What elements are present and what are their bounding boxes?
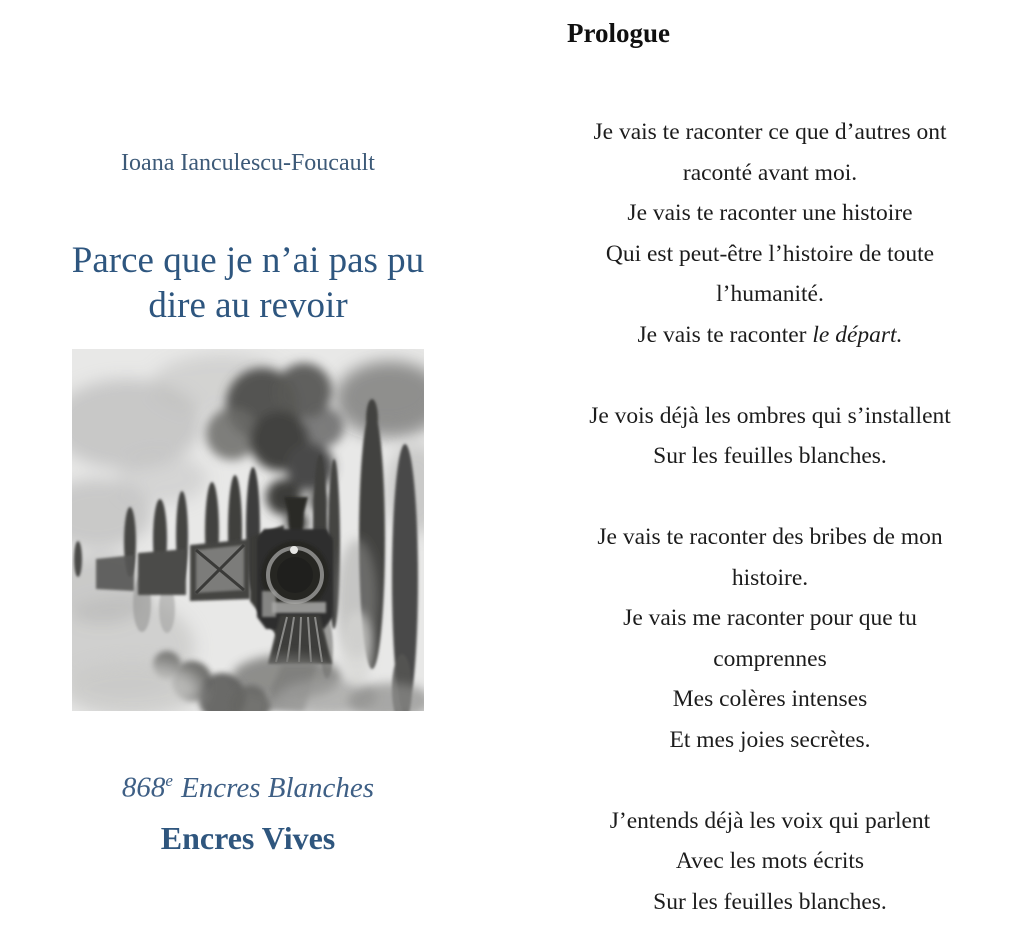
book-title-line2: dire au revoir xyxy=(148,285,348,326)
poem-segment: Et mes joies secrètes. xyxy=(669,726,871,753)
poem-line xyxy=(524,193,1016,234)
book-title xyxy=(0,238,496,328)
poem-segment-italic: le départ. xyxy=(812,321,903,348)
poem-segment: Je vais te raconter une histoire xyxy=(627,200,913,226)
poem-segment: Mes colères intenses xyxy=(672,686,868,712)
poem-line xyxy=(524,436,1016,477)
poem-line xyxy=(524,153,1016,194)
author-name: Ioana Ianculescu-Foucault xyxy=(121,150,375,176)
poem-segment: Je vais me raconter pour que tu xyxy=(623,605,917,631)
collection-name: Encres Blanches xyxy=(181,771,375,804)
poem-line xyxy=(524,517,1016,558)
stanza xyxy=(524,801,1016,923)
publisher-name: Encres Vives xyxy=(160,820,336,856)
watercolor-train-art xyxy=(72,349,424,711)
stanza xyxy=(524,112,1016,355)
poem-segment: Je vais te raconter ce que d’autres ont xyxy=(593,119,947,145)
poem-line xyxy=(524,801,1016,842)
poem-line xyxy=(524,841,1016,882)
poem-line xyxy=(524,639,1016,680)
poem-line xyxy=(524,396,1016,437)
poem-segment: Qui est peut-être l’histoire de toute xyxy=(605,240,935,267)
poem-segment: Avec les mots écrits xyxy=(675,848,865,874)
poem-line xyxy=(524,598,1016,639)
cover-illustration xyxy=(72,349,424,711)
poem-segment: Sur les feuilles blanches. xyxy=(653,888,887,915)
poem-segment: Je vois déjà les ombres qui s’installent xyxy=(589,402,951,429)
poem-line xyxy=(524,234,1016,275)
poem-segment: comprennes xyxy=(713,645,827,672)
poem-line xyxy=(524,315,1016,356)
poem-segment: Je vais te raconter xyxy=(637,321,813,348)
poem-segment: l’humanité. xyxy=(716,281,824,307)
page-heading: Prologue xyxy=(567,18,670,48)
collection-ordinal: e xyxy=(165,771,173,790)
prologue-page xyxy=(524,0,1016,945)
poem-line xyxy=(524,679,1016,720)
poem-segment: Sur les feuilles blanches. xyxy=(653,443,887,469)
poem-line xyxy=(524,720,1016,761)
poem-line xyxy=(524,882,1016,923)
poem-segment: Je vais te raconter des bribes de mon xyxy=(597,524,943,550)
poem-line xyxy=(524,112,1016,153)
collection-line xyxy=(0,771,496,805)
stanza xyxy=(524,517,1016,760)
book-title-line1: Parce que je n’ai pas pu xyxy=(71,240,425,281)
stanza xyxy=(524,396,1016,477)
poem xyxy=(524,112,1016,945)
poem-segment: histoire. xyxy=(731,564,809,591)
cover-page xyxy=(0,0,496,945)
poem-segment: raconté avant moi. xyxy=(682,159,858,186)
poem-segment: J’entends déjà les voix qui parlent xyxy=(609,807,931,834)
collection-number: 868 xyxy=(121,771,166,804)
poem-line xyxy=(524,558,1016,599)
poem-line xyxy=(524,274,1016,315)
